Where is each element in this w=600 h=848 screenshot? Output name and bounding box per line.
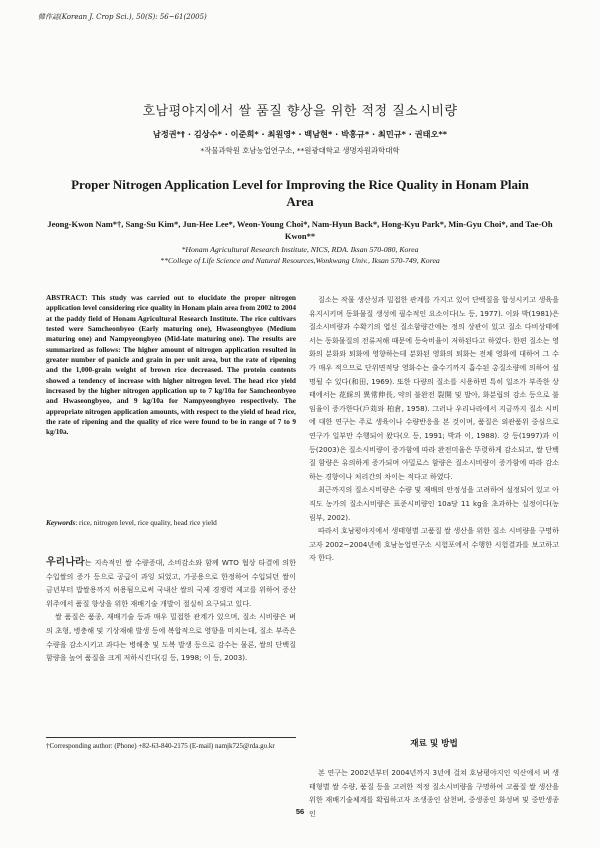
abstract: ABSTRACT: This study was carried out to elucidate the proper nitrogen application level considering rice quality in Honam plain area from 2002 to 2004 at the paddy field of Honam Agricultural Research Institute. The rice cultivars tested were Samcheonbyeo (Early maturing one), Hwaseongbyeo (Medium maturing one) and Nampyeongbyeo (Mid-late maturing one). The results are summarized as follows: The higher amount of nitrogen application resulted in greater number of panicle and grain in per unit area, but the rate of ripening and the 1,000-grain weight of brown rice decreased. The protein contents showed a tendency of increase with higher nitrogen level. The head rice yield increased by the higher nitrogen application up to 7 kg/10a for Samcheonbyeo and Hwaseongbyeo, and 9 kg/10a for Nampyeongbyeo respectively. The appropriate nitrogen application amounts, with respect to the yield of head rice, the rate of ripening and the quality of rice were found to be in range of 7 to 9 kg/10a. (46, 293, 296, 437)
introduction-right-column (309, 293, 559, 565)
intro-paragraph-2: 쌀 품질은 품종, 재배기술 등과 매우 밀접한 관계가 있으며, 질소 시비량은 벼의 초형, 병충해 및 기상재해 발생 등에 복합적으로 영향을 미치는데, 질소 부족은 수량을 감소시키고 과다는 병해충 및 도복 발생 등으로 감수는 물론, 쌀의 단백질 함량을 높여 품질을 크게 저하시킨다(김 등, 1998; 이 등, 2003). (46, 612, 296, 663)
title-english: Proper Nitrogen Application Level for Improving the Rice Quality in Honam Plain Area (71, 177, 529, 209)
affiliation-korean: *작물과학원 호남농업연구소, **원광대학교 생명자원과학대학 (200, 146, 400, 155)
affiliation-english-2: **College of Life Science and Natural Resources,Wonkwang Univ., Iksan 570-749, Korea (160, 256, 440, 265)
section-heading-methods: 재료 및 방법 (410, 739, 458, 749)
authors-korean: 남정권*† · 김상수* · 이준희* · 최원영* · 백남현* · 박홍규* · 최민규* · 권태오** (152, 129, 448, 139)
page-number: 56 (295, 807, 305, 816)
affiliation-english (40, 244, 560, 266)
keywords-label: Keywords (46, 518, 76, 527)
intro-paragraph-1-text: 는 지속적인 쌀 수량증대, 소비감소와 함께 WTO 협상 타결에 의한 수입쌀의 증가 등으로 공급이 과잉 되었고, 가공용으로 한정하여 수입되던 쌀이 금년부터 밥쌀용까지 허용됨으로써 국내산 쌀의 국제 경쟁력 제고를 위하여 증산위주에서 품질 향상을 위한 재배기술 개발이 절실히 요구되고 있다. (46, 558, 296, 608)
intro-paragraph-4: 최근까지의 질소시비량은 수량 및 재배의 안정성을 고려하여 설정되어 있고 아직도 농가의 질소시비량은 표준시비량인 10a당 11 kg을 초과하는 실정이다(농림부, 2002). (309, 485, 559, 522)
title-korean: 호남평야지에서 쌀 품질 향상을 위한 적정 질소시비량 (142, 104, 458, 119)
keywords (46, 518, 296, 528)
footnote-divider (46, 737, 296, 738)
intro-paragraph-5: 따라서 호남평야지에서 생태형별 고품질 쌀 생산을 위한 질소 시비량을 구명하고자 2002~2004년에 호남농업연구소 시험포에서 수행한 시험결과를 보고하고자 한다. (309, 526, 559, 563)
authors-english: Jeong-Kwon Nam*†, Sang-Su Kim*, Jun-Hee Lee*, Weon-Young Choi*, Nam-Hyun Back*, Hong-Kyu Park*, Min-Gyu Choi*, and Tae-Oh Kwon** (47, 219, 553, 241)
intro-paragraph-3: 질소는 작물 생산성과 밀접한 관계를 가지고 있어 단백질을 합성시키고 생육을 유지시키며 동화물질 생성에 필수적인 요소이다(노 등, 1977). 이와 박(1981)은 질소시비량과 수확기의 엽신 질소함량간에는 정의 상관이 있고 질소 다비상태에서는 동화물질의 전류저해 때문에 등숙비율이 저하된다고 하였다. 한편 질소는 영화의 분화와 퇴화에 영향하는데 분화된 영화의 퇴화는 전체 영화에 대하여 그 수가 매우 적으므로 단위면적당 영화수는 출수기까지 흡수된 총질소량에 의하여 설명될 수 있다(和田, 1969). 또한 다량의 질소를 시용하면 특히 일조가 부족한 상태에서는 花綵의 異常伸長, 약의 불완전 裂開 및 발아, 화분립의 감소 등으로 불임율이 증가한다(戶苅와 柏倉, 1958). 그러나 우리나라에서 지금까지 질소 시비에 대한 연구는 주로 생육이나 수량반응을 본 것이며, 품질은 외관품위 중심으로 연구가 일부만 수행되어 왔다(오 등, 1991; 박과 이, 1988). 강 등(1997)과 이 등(2003)은 질소시비량이 증가함에 따라 완전미율은 뚜렷하게 감소되고, 쌀 단백질 함량은 유의하게 증가되며 아밀로스 함량은 질소시비량이 증가함에 따라 감소하는 경향이나 처리간의 차이는 적다고 하였다. (309, 295, 559, 481)
affiliation-english-1: *Honam Agricultural Research Institute, NICS, RDA. Iksan 570-080, Korea (181, 245, 419, 254)
dropcap-word: 우리나라 (46, 557, 85, 568)
corresponding-author-footnote: †Corresponding author: (Phone) +82-63-840-2175 (E-mail) namjk725@rda.go.kr (46, 742, 275, 750)
keywords-text: : rice, nitrogen level, rice quality, head rice yield (75, 518, 217, 527)
methods-paragraph-1: 본 연구는 2002년부터 2004년까지 3년에 걸쳐 호남평야지인 익산에서 벼 생태형별 쌀 수량, 품질 등을 고려한 적정 질소시비량을 구명하여 고품질 쌀 생산을 위한 재배기술체계를 확립하고자 조생종인 삼천벼, 중생종인 화성벼 및 중만생종인 (309, 768, 559, 818)
introduction-left-column (46, 556, 296, 665)
running-head: 韓作誌(Korean J. Crop Sci.), 50(S): 56~61(2005) (38, 13, 207, 21)
intro-paragraph-1 (46, 556, 296, 610)
